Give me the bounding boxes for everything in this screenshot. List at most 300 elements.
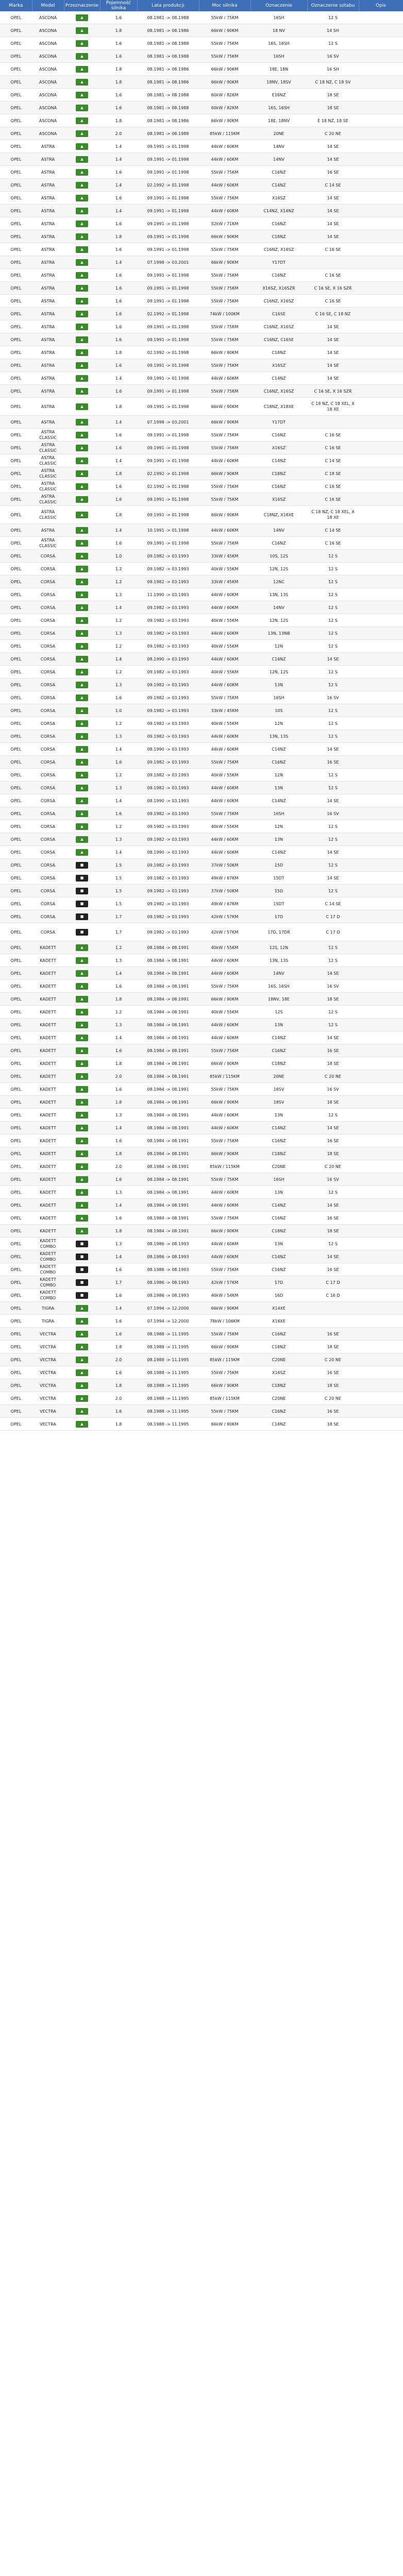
table-row[interactable] bbox=[0, 1405, 403, 1418]
capacity-cell: 1.8 bbox=[100, 1147, 137, 1160]
years-cell: 08.1986 -> 08.1993 bbox=[137, 1238, 199, 1250]
table-row[interactable] bbox=[0, 859, 403, 872]
car-icon: ▲ bbox=[76, 1331, 88, 1337]
model-cell: CORSA bbox=[32, 653, 64, 666]
purpose-cell bbox=[64, 346, 100, 359]
car-icon: ▲ bbox=[76, 617, 88, 624]
table-row[interactable] bbox=[0, 954, 403, 967]
model-cell: ASTRA bbox=[32, 416, 64, 429]
table-row[interactable] bbox=[0, 454, 403, 467]
table-row[interactable] bbox=[0, 493, 403, 506]
capacity-cell: 1.4 bbox=[100, 601, 137, 614]
table-row[interactable] bbox=[0, 295, 403, 308]
table-row[interactable] bbox=[0, 1147, 403, 1160]
table-row[interactable] bbox=[0, 359, 403, 372]
table-row[interactable] bbox=[0, 346, 403, 359]
table-row[interactable] bbox=[0, 1238, 403, 1250]
desc-cell bbox=[359, 679, 403, 691]
make-cell: OPEL bbox=[0, 1212, 32, 1225]
table-row[interactable] bbox=[0, 614, 403, 627]
code2-cell: 12 S bbox=[307, 704, 359, 717]
column-header[interactable]: Moc silnika bbox=[199, 0, 250, 11]
capacity-cell: 1.3 bbox=[100, 782, 137, 794]
code2-cell: 12 S bbox=[307, 1238, 359, 1250]
car-icon: ▲ bbox=[76, 362, 88, 369]
table-row[interactable] bbox=[0, 910, 403, 923]
code2-cell: 14 SH bbox=[307, 24, 359, 37]
table-row[interactable] bbox=[0, 506, 403, 524]
power-cell: 55kW / 75KM bbox=[199, 442, 250, 454]
van-icon: ■ bbox=[76, 913, 88, 920]
code-cell: 17D bbox=[250, 1276, 307, 1289]
table-row[interactable] bbox=[0, 1225, 403, 1238]
capacity-cell: 1.8 bbox=[100, 346, 137, 359]
desc-cell bbox=[359, 76, 403, 89]
purpose-cell bbox=[64, 730, 100, 743]
purpose-cell bbox=[64, 1160, 100, 1173]
desc-cell bbox=[359, 179, 403, 192]
purpose-cell bbox=[64, 308, 100, 320]
table-row[interactable] bbox=[0, 807, 403, 820]
table-row[interactable] bbox=[0, 704, 403, 717]
table-row[interactable] bbox=[0, 89, 403, 101]
code-cell: 12N, 12S bbox=[250, 666, 307, 679]
table-row[interactable] bbox=[0, 63, 403, 76]
make-cell: OPEL bbox=[0, 743, 32, 756]
table-row[interactable] bbox=[0, 1212, 403, 1225]
table-row[interactable] bbox=[0, 743, 403, 756]
desc-cell bbox=[359, 730, 403, 743]
years-cell: 08.1988 -> 11.1995 bbox=[137, 1405, 199, 1418]
capacity-cell: 1.0 bbox=[100, 704, 137, 717]
column-header[interactable]: Lata produkcji bbox=[137, 0, 199, 11]
code2-cell: 16 SH bbox=[307, 63, 359, 76]
car-icon: ▲ bbox=[76, 117, 88, 124]
model-cell: CORSA bbox=[32, 872, 64, 885]
purpose-cell bbox=[64, 1083, 100, 1096]
code2-cell: 16 SE bbox=[307, 1405, 359, 1418]
table-row[interactable] bbox=[0, 1276, 403, 1289]
car-icon: ▲ bbox=[76, 92, 88, 98]
years-cell: 09.1982 -> 03.1993 bbox=[137, 782, 199, 794]
table-row[interactable] bbox=[0, 897, 403, 910]
code2-cell: 16 SV bbox=[307, 50, 359, 63]
purpose-cell bbox=[64, 1302, 100, 1315]
car-icon: ▲ bbox=[76, 143, 88, 150]
purpose-cell bbox=[64, 640, 100, 653]
column-header[interactable]: Pojemność silnika bbox=[100, 0, 137, 11]
code-cell: 12N, 12S bbox=[250, 563, 307, 575]
purpose-cell bbox=[64, 1225, 100, 1238]
capacity-cell: 1.6 bbox=[100, 1083, 137, 1096]
table-row[interactable] bbox=[0, 385, 403, 398]
desc-cell bbox=[359, 372, 403, 385]
model-cell: ASTRA bbox=[32, 230, 64, 243]
purpose-cell bbox=[64, 859, 100, 872]
car-icon: ▲ bbox=[76, 733, 88, 740]
table-row[interactable] bbox=[0, 1109, 403, 1122]
table-row[interactable] bbox=[0, 1392, 403, 1405]
table-row[interactable] bbox=[0, 1122, 403, 1134]
table-row[interactable] bbox=[0, 1134, 403, 1147]
model-cell: ASCONA bbox=[32, 101, 64, 114]
column-header[interactable]: Oznaczenie bbox=[250, 0, 307, 11]
table-row[interactable] bbox=[0, 282, 403, 295]
table-row[interactable] bbox=[0, 1173, 403, 1186]
power-cell: 44kW / 60KM bbox=[199, 1250, 250, 1263]
table-row[interactable] bbox=[0, 1341, 403, 1353]
table-row[interactable] bbox=[0, 550, 403, 563]
car-icon: ▲ bbox=[76, 591, 88, 598]
desc-cell bbox=[359, 398, 403, 416]
table-row[interactable] bbox=[0, 217, 403, 230]
code2-cell: 12 S bbox=[307, 679, 359, 691]
table-row[interactable] bbox=[0, 691, 403, 704]
years-cell: 09.1991 -> 01.1998 bbox=[137, 398, 199, 416]
table-row[interactable] bbox=[0, 588, 403, 601]
code-cell: C14NZ bbox=[250, 372, 307, 385]
column-header[interactable]: Oznaczenie sztabu bbox=[307, 0, 359, 11]
purpose-cell bbox=[64, 50, 100, 63]
model-cell: ASTRA bbox=[32, 153, 64, 166]
column-header[interactable]: Marka bbox=[0, 0, 32, 11]
capacity-cell: 1.6 bbox=[100, 756, 137, 769]
code2-cell: 16 SV bbox=[307, 1083, 359, 1096]
desc-cell bbox=[359, 691, 403, 704]
purpose-cell bbox=[64, 127, 100, 140]
make-cell: OPEL bbox=[0, 11, 32, 24]
capacity-cell: 1.6 bbox=[100, 1366, 137, 1379]
make-cell: OPEL bbox=[0, 1341, 32, 1353]
make-cell: OPEL bbox=[0, 1044, 32, 1057]
table-row[interactable] bbox=[0, 1083, 403, 1096]
desc-cell bbox=[359, 1392, 403, 1405]
table-row[interactable] bbox=[0, 575, 403, 588]
table-row[interactable] bbox=[0, 769, 403, 782]
desc-cell bbox=[359, 1315, 403, 1328]
desc-cell bbox=[359, 1212, 403, 1225]
table-row[interactable] bbox=[0, 256, 403, 269]
capacity-cell: 1.6 bbox=[100, 333, 137, 346]
table-row[interactable] bbox=[0, 243, 403, 256]
car-icon: ▲ bbox=[76, 40, 88, 47]
table-row[interactable] bbox=[0, 429, 403, 442]
make-cell: OPEL bbox=[0, 1379, 32, 1392]
table-row[interactable] bbox=[0, 1379, 403, 1392]
capacity-cell: 1.8 bbox=[100, 1057, 137, 1070]
model-cell: ASCONA bbox=[32, 63, 64, 76]
table-row[interactable] bbox=[0, 480, 403, 493]
code-cell: C18NZ bbox=[250, 346, 307, 359]
purpose-cell bbox=[64, 63, 100, 76]
code-cell: 17D bbox=[250, 910, 307, 923]
code-cell: C16NZ bbox=[250, 537, 307, 550]
table-row[interactable] bbox=[0, 923, 403, 941]
code-cell: 13N, 13S bbox=[250, 730, 307, 743]
table-row[interactable] bbox=[0, 416, 403, 429]
make-cell: OPEL bbox=[0, 37, 32, 50]
power-cell: 66kW / 90KM bbox=[199, 1225, 250, 1238]
desc-cell bbox=[359, 980, 403, 993]
code-cell: C16NZ bbox=[250, 1212, 307, 1225]
code-cell: 13N bbox=[250, 1238, 307, 1250]
table-row[interactable] bbox=[0, 24, 403, 37]
table-row[interactable] bbox=[0, 372, 403, 385]
make-cell: OPEL bbox=[0, 1263, 32, 1276]
capacity-cell: 1.6 bbox=[100, 442, 137, 454]
table-row[interactable] bbox=[0, 101, 403, 114]
purpose-cell bbox=[64, 1186, 100, 1199]
table-row[interactable] bbox=[0, 192, 403, 205]
purpose-cell bbox=[64, 37, 100, 50]
table-row[interactable] bbox=[0, 1315, 403, 1328]
years-cell: 09.1991 -> 01.1998 bbox=[137, 243, 199, 256]
code2-cell: C 16 SE, X 16 SZR bbox=[307, 282, 359, 295]
years-cell: 08.1984 -> 08.1991 bbox=[137, 941, 199, 954]
table-row[interactable] bbox=[0, 1302, 403, 1315]
column-header[interactable]: Opis bbox=[359, 0, 403, 11]
table-row[interactable] bbox=[0, 1328, 403, 1341]
table-row[interactable] bbox=[0, 1070, 403, 1083]
table-row[interactable] bbox=[0, 1418, 403, 1431]
capacity-cell: 1.8 bbox=[100, 24, 137, 37]
table-row[interactable] bbox=[0, 833, 403, 846]
power-cell: 55kW / 75KM bbox=[199, 192, 250, 205]
code2-cell: 12 S bbox=[307, 833, 359, 846]
table-row[interactable] bbox=[0, 127, 403, 140]
table-row[interactable] bbox=[0, 333, 403, 346]
table-row[interactable] bbox=[0, 537, 403, 550]
table-row[interactable] bbox=[0, 230, 403, 243]
code-cell: E16NZ bbox=[250, 89, 307, 101]
table-row[interactable] bbox=[0, 114, 403, 127]
column-header[interactable]: Model bbox=[32, 0, 64, 11]
model-cell: CORSA bbox=[32, 807, 64, 820]
car-icon: ▲ bbox=[76, 553, 88, 560]
table-row[interactable] bbox=[0, 308, 403, 320]
power-cell: 55kW / 75KM bbox=[199, 282, 250, 295]
table-row[interactable] bbox=[0, 885, 403, 897]
code-cell: 12S, 12N bbox=[250, 941, 307, 954]
model-cell: KADETT bbox=[32, 941, 64, 954]
code-cell: C14NZ bbox=[250, 1122, 307, 1134]
car-icon: ▲ bbox=[76, 169, 88, 176]
power-cell: 42kW / 57KM bbox=[199, 1276, 250, 1289]
table-row[interactable] bbox=[0, 1160, 403, 1173]
table-row[interactable] bbox=[0, 1263, 403, 1276]
power-cell: 44kW / 60KM bbox=[199, 1186, 250, 1199]
power-cell: 55kW / 75KM bbox=[199, 493, 250, 506]
model-cell: CORSA bbox=[32, 627, 64, 640]
make-cell: OPEL bbox=[0, 192, 32, 205]
power-cell: 55kW / 75KM bbox=[199, 429, 250, 442]
code-cell: 10S, 12S bbox=[250, 550, 307, 563]
table-row[interactable] bbox=[0, 993, 403, 1006]
years-cell: 08.1984 -> 08.1991 bbox=[137, 1083, 199, 1096]
years-cell: 08.1988 -> 11.1995 bbox=[137, 1366, 199, 1379]
purpose-cell bbox=[64, 524, 100, 537]
table-row[interactable] bbox=[0, 640, 403, 653]
table-row[interactable] bbox=[0, 524, 403, 537]
table-row[interactable] bbox=[0, 563, 403, 575]
table-row[interactable] bbox=[0, 37, 403, 50]
model-cell: ASTRA CLASSIC bbox=[32, 506, 64, 524]
purpose-cell bbox=[64, 910, 100, 923]
years-cell: 09.1982 -> 03.1993 bbox=[137, 833, 199, 846]
model-cell: KADETT bbox=[32, 1173, 64, 1186]
power-cell: 55kW / 75KM bbox=[199, 1134, 250, 1147]
car-icon: ▲ bbox=[76, 1189, 88, 1196]
power-cell: 44kW / 60KM bbox=[199, 782, 250, 794]
table-row[interactable] bbox=[0, 205, 403, 217]
make-cell: OPEL bbox=[0, 820, 32, 833]
desc-cell bbox=[359, 506, 403, 524]
code2-cell: C 18 NZ, C 18 XEL, X 18 XE bbox=[307, 398, 359, 416]
table-row[interactable] bbox=[0, 1353, 403, 1366]
car-icon: ▲ bbox=[76, 579, 88, 585]
table-row[interactable] bbox=[0, 467, 403, 480]
table-row[interactable] bbox=[0, 1019, 403, 1031]
years-cell: 08.1988 -> 11.1995 bbox=[137, 1379, 199, 1392]
table-row[interactable] bbox=[0, 1366, 403, 1379]
purpose-cell bbox=[64, 385, 100, 398]
purpose-cell bbox=[64, 153, 100, 166]
desc-cell bbox=[359, 1070, 403, 1083]
table-row[interactable] bbox=[0, 980, 403, 993]
table-row[interactable] bbox=[0, 627, 403, 640]
table-row[interactable] bbox=[0, 730, 403, 743]
table-row[interactable] bbox=[0, 269, 403, 282]
table-row[interactable] bbox=[0, 601, 403, 614]
desc-cell bbox=[359, 1405, 403, 1418]
car-icon: ▲ bbox=[76, 195, 88, 201]
code-cell: 13N bbox=[250, 782, 307, 794]
code-cell: 20NE bbox=[250, 127, 307, 140]
table-row[interactable] bbox=[0, 756, 403, 769]
capacity-cell: 1.6 bbox=[100, 89, 137, 101]
table-row[interactable] bbox=[0, 179, 403, 192]
years-cell: 08.1986 -> 08.1993 bbox=[137, 1250, 199, 1263]
table-row[interactable] bbox=[0, 717, 403, 730]
code-cell: C16NZ bbox=[250, 166, 307, 179]
table-row[interactable] bbox=[0, 846, 403, 859]
capacity-cell: 1.3 bbox=[100, 627, 137, 640]
years-cell: 08.1984 -> 08.1991 bbox=[137, 967, 199, 980]
table-row[interactable] bbox=[0, 1250, 403, 1263]
power-cell: 44kW / 60KM bbox=[199, 679, 250, 691]
table-row[interactable] bbox=[0, 666, 403, 679]
table-row[interactable] bbox=[0, 76, 403, 89]
code-cell: C14NZ bbox=[250, 454, 307, 467]
capacity-cell: 1.6 bbox=[100, 359, 137, 372]
code2-cell: C 17 D bbox=[307, 910, 359, 923]
capacity-cell: 1.4 bbox=[100, 743, 137, 756]
capacity-cell: 1.2 bbox=[100, 575, 137, 588]
table-row[interactable] bbox=[0, 140, 403, 153]
code-cell: 18 NV bbox=[250, 24, 307, 37]
table-row[interactable] bbox=[0, 153, 403, 166]
table-row[interactable] bbox=[0, 1096, 403, 1109]
table-row[interactable] bbox=[0, 1186, 403, 1199]
desc-cell bbox=[359, 923, 403, 941]
code-cell: C16NZ bbox=[250, 217, 307, 230]
code-cell: 16SH bbox=[250, 50, 307, 63]
make-cell: OPEL bbox=[0, 897, 32, 910]
make-cell: OPEL bbox=[0, 967, 32, 980]
table-row[interactable] bbox=[0, 442, 403, 454]
desc-cell bbox=[359, 1289, 403, 1302]
table-row[interactable] bbox=[0, 941, 403, 954]
desc-cell bbox=[359, 230, 403, 243]
years-cell: 09.1991 -> 01.1998 bbox=[137, 537, 199, 550]
car-icon: ▲ bbox=[76, 1344, 88, 1350]
make-cell: OPEL bbox=[0, 859, 32, 872]
table-row[interactable] bbox=[0, 1057, 403, 1070]
column-header[interactable]: Przeznaczenie bbox=[64, 0, 100, 11]
model-cell: CORSA bbox=[32, 885, 64, 897]
code-cell: 13N, 13S bbox=[250, 588, 307, 601]
car-icon: ▲ bbox=[76, 1086, 88, 1093]
table-row[interactable] bbox=[0, 1199, 403, 1212]
model-cell: CORSA bbox=[32, 666, 64, 679]
table-row[interactable] bbox=[0, 1289, 403, 1302]
table-row[interactable] bbox=[0, 679, 403, 691]
car-icon: ▲ bbox=[76, 849, 88, 856]
table-row[interactable] bbox=[0, 50, 403, 63]
table-row[interactable] bbox=[0, 872, 403, 885]
make-cell: OPEL bbox=[0, 704, 32, 717]
code-cell: C20NE bbox=[250, 1160, 307, 1173]
make-cell: OPEL bbox=[0, 1083, 32, 1096]
table-row[interactable] bbox=[0, 794, 403, 807]
make-cell: OPEL bbox=[0, 1160, 32, 1173]
table-row[interactable] bbox=[0, 166, 403, 179]
table-row[interactable] bbox=[0, 398, 403, 416]
power-cell: 44kW / 60KM bbox=[199, 653, 250, 666]
table-row[interactable] bbox=[0, 11, 403, 24]
code-cell: 17D, 17DR bbox=[250, 923, 307, 941]
make-cell: OPEL bbox=[0, 1019, 32, 1031]
power-cell: 44kW / 60KM bbox=[199, 833, 250, 846]
code-cell: 16S, 16SH bbox=[250, 980, 307, 993]
car-icon: ▲ bbox=[76, 1421, 88, 1428]
power-cell: 66kW / 90KM bbox=[199, 1147, 250, 1160]
code2-cell: 14 SE bbox=[307, 192, 359, 205]
desc-cell bbox=[359, 359, 403, 372]
model-cell: ASTRA bbox=[32, 295, 64, 308]
make-cell: OPEL bbox=[0, 910, 32, 923]
table-row[interactable] bbox=[0, 1006, 403, 1019]
table-row[interactable] bbox=[0, 1044, 403, 1057]
model-cell: VECTRA bbox=[32, 1328, 64, 1341]
purpose-cell bbox=[64, 1341, 100, 1353]
power-cell: 40kW / 55KM bbox=[199, 1006, 250, 1019]
purpose-cell bbox=[64, 941, 100, 954]
table-row[interactable] bbox=[0, 320, 403, 333]
table-row[interactable] bbox=[0, 1031, 403, 1044]
capacity-cell: 1.4 bbox=[100, 794, 137, 807]
capacity-cell: 1.8 bbox=[100, 1379, 137, 1392]
power-cell: 55kW / 75KM bbox=[199, 37, 250, 50]
table-row[interactable] bbox=[0, 820, 403, 833]
car-icon: ▲ bbox=[76, 1125, 88, 1131]
desc-cell bbox=[359, 217, 403, 230]
table-row[interactable] bbox=[0, 782, 403, 794]
code2-cell: 12 S bbox=[307, 859, 359, 872]
table-row[interactable] bbox=[0, 967, 403, 980]
car-icon: ▲ bbox=[76, 233, 88, 240]
table-row[interactable] bbox=[0, 653, 403, 666]
